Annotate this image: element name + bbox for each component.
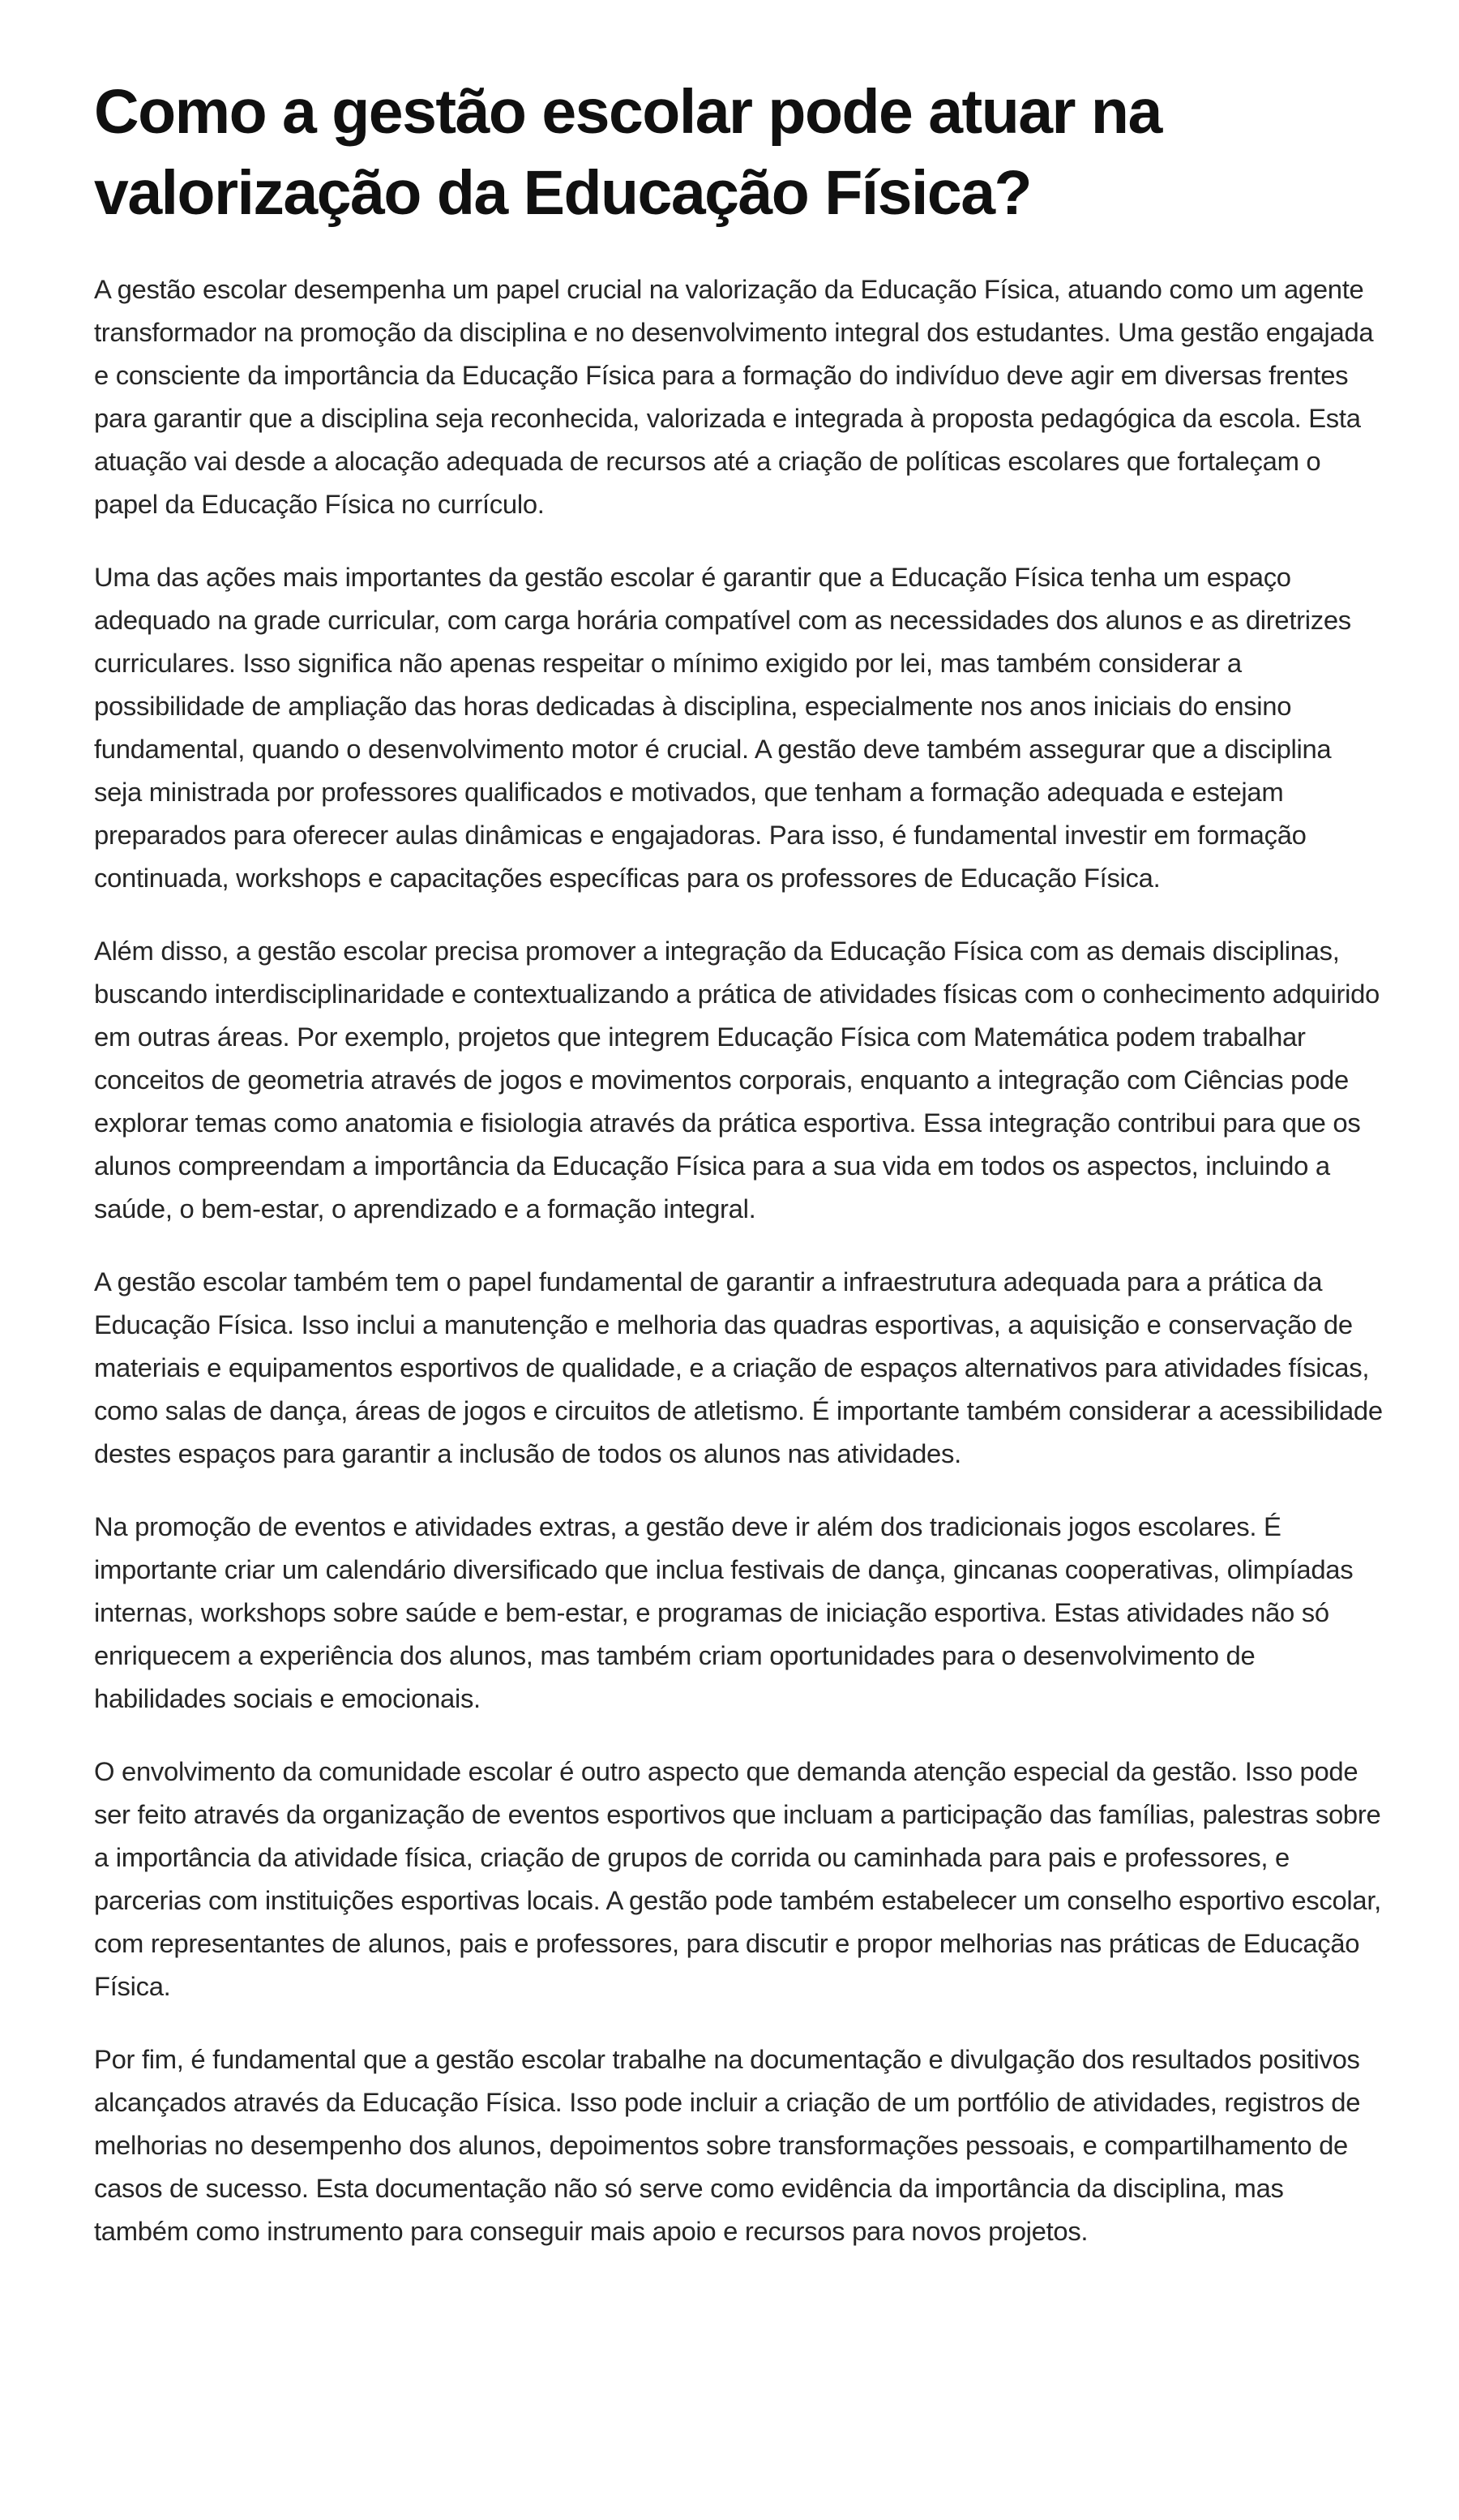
article-paragraph: A gestão escolar desempenha um papel crucial na valorização da Educação Física, atuando como um agente transformador na promoção da disciplina e no desenvolvimento integral dos estudantes. Uma gestão engajada e consciente da importância da Educação Física para a formação do indivíduo deve agir em diversas frentes para garantir que a disciplina seja reconhecida, valorizada e integrada à proposta pedagógica da escola. Esta atuação vai desde a alocação adequada de recursos até a criação de políticas escolares que fortaleçam o papel da Educação Física no currículo. (94, 274, 1374, 519)
article-paragraph: Na promoção de eventos e atividades extras, a gestão deve ir além dos tradicionais jogos escolares. É importante criar um calendário diversificado que inclua festivais de dança, gincanas cooperativas, olimpíadas internas, workshops sobre saúde e bem-estar, e programas de iniciação esportiva. Estas atividades não só enriquecem a experiência dos alunos, mas também criam oportunidades para o desenvolvimento de habilidades sociais e emocionais. (94, 1511, 1354, 1713)
article-paragraph: Além disso, a gestão escolar precisa promover a integração da Educação Física com as demais disciplinas, buscando interdisciplinaridade e contextualizando a prática de atividades físicas com o conhecimento adquirido em outras áreas. Por exemplo, projetos que integrem Educação Física com Matemática podem trabalhar conceitos de geometria através de jogos e movimentos corporais, enquanto a integração com Ciências pode explorar temas como anatomia e fisiologia através da prática esportiva. Essa integração contribui para que os alunos compreendam a importância da Educação Física para a sua vida em todos os aspectos, incluindo a saúde, o bem-estar, o aprendizado e a formação integral. (94, 936, 1380, 1224)
article-paragraph: A gestão escolar também tem o papel fundamental de garantir a infraestrutura adequada para a prática da Educação Física. Isso inclui a manutenção e melhoria das quadras esportivas, a aquisição e conservação de materiais e equipamentos esportivos de qualidade, e a criação de espaços alternativos para atividades físicas, como salas de dança, áreas de jogos e circuitos de atletismo. É importante também considerar a acessibilidade destes espaços para garantir a inclusão de todos os alunos nas atividades. (94, 1266, 1383, 1468)
article-paragraph: Por fim, é fundamental que a gestão escolar trabalhe na documentação e divulgação dos resultados positivos alcançados através da Educação Física. Isso pode incluir a criação de um portfólio de atividades, registros de melhorias no desempenho dos alunos, depoimentos sobre transformações pessoais, e compartilhamento de casos de sucesso. Esta documentação não só serve como evidência da importância da disciplina, mas também como instrumento para conseguir mais apoio e recursos para novos projetos. (94, 2044, 1361, 2246)
article-title: Como a gestão escolar pode atuar na valorização da Educação Física? (94, 77, 1162, 228)
article-paragraph: O envolvimento da comunidade escolar é outro aspecto que demanda atenção especial da gestão. Isso pode ser feito através da organização de eventos esportivos que incluam a participação das famílias, palestras sobre a importância da atividade física, criação de grupos de corrida ou caminhada para pais e professores, e parcerias com instituições esportivas locais. A gestão pode também estabelecer um conselho esportivo escolar, com representantes de alunos, pais e professores, para discutir e propor melhorias nas práticas de Educação Física. (94, 1756, 1381, 2001)
article-paragraph: Uma das ações mais importantes da gestão escolar é garantir que a Educação Física tenha um espaço adequado na grade curricular, com carga horária compatível com as necessidades dos alunos e as diretrizes curriculares. Isso significa não apenas respeitar o mínimo exigido por lei, mas também considerar a possibilidade de ampliação das horas dedicadas à disciplina, especialmente nos anos iniciais do ensino fundamental, quando o desenvolvimento motor é crucial. A gestão deve também assegurar que a disciplina seja ministrada por professores qualificados e motivados, que tenham a formação adequada e estejam preparados para oferecer aulas dinâmicas e engajadoras. Para isso, é fundamental investir em formação continuada, workshops e capacitações específicas para os professores de Educação Física. (94, 562, 1351, 893)
article (94, 71, 1383, 2252)
